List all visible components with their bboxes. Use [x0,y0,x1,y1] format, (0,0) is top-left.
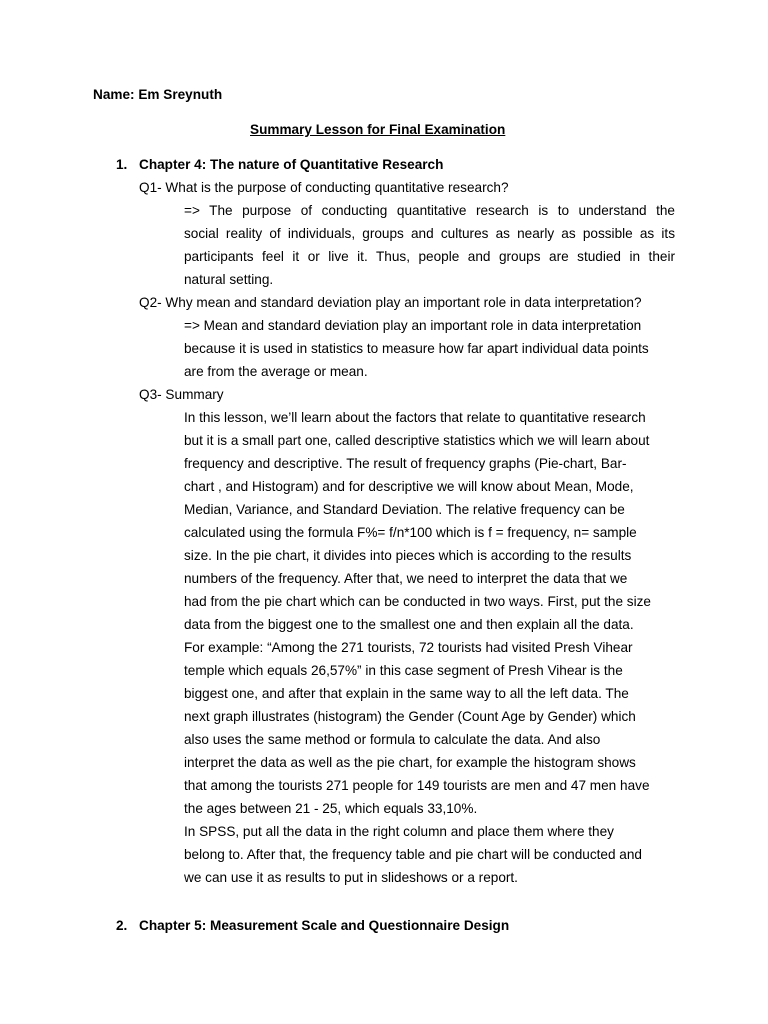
q3-summary-line: that among the tourists 271 people for 149 tourists are men and 47 men have [184,778,650,793]
q3-summary-line: data from the biggest one to the smallest one and then explain all the data. [184,617,634,632]
q1-answer-line: participants feel it or live it. Thus, people and groups are studied in their [184,249,675,264]
q3-summary-line: size. In the pie chart, it divides into pieces which is according to the results [184,548,632,563]
q3-summary-line: In this lesson, we’ll learn about the factors that relate to quantitative research [184,410,646,425]
q3-summary-line: biggest one, and after that explain in the same way to all the left data. The [184,686,629,701]
q3-summary-line: interpret the data as well as the pie chart, for example the histogram shows [184,755,636,770]
section-number-2: 2. [116,918,128,933]
q3-summary-line: but it is a small part one, called descriptive statistics which we will learn about [184,433,650,448]
section-heading-chapter-4: Chapter 4: The nature of Quantitative Research [139,157,444,172]
q3-summary-line: Median, Variance, and Standard Deviation. The relative frequency can be [184,502,625,517]
q3-summary-line: For example: “Among the 271 tourists, 72 tourists had visited Presh Vihear [184,640,633,655]
q3-summary-line: had from the pie chart which can be conducted in two ways. First, put the size [184,594,651,609]
q3-summary-line: also uses the same method or formula to calculate the data. And also [184,732,601,747]
q3-summary-line: temple which equals 26,57%” in this case segment of Presh Vihear is the [184,663,623,678]
q1-question: Q1- What is the purpose of conducting quantitative research? [139,180,509,195]
q3-summary-line: next graph illustrates (histogram) the Gender (Count Age by Gender) which [184,709,636,724]
q2-answer-line: => Mean and standard deviation play an important role in data interpretation [184,318,642,333]
q3-summary-line: the ages between 21 - 25, which equals 33,10%. [184,801,478,816]
q3-summary-line: chart , and Histogram) and for descriptive we will know about Mean, Mode, [184,479,634,494]
q1-answer-line: => The purpose of conducting quantitative research is to understand the [184,203,675,218]
section-number-1: 1. [116,157,128,172]
q3-summary-line: belong to. After that, the frequency table and pie chart will be conducted and [184,847,642,862]
q3-summary-line: we can use it as results to put in slideshows or a report. [184,870,518,885]
q3-summary-line: frequency and descriptive. The result of frequency graphs (Pie-chart, Bar- [184,456,627,471]
document-title: Summary Lesson for Final Examination [250,122,506,137]
q3-summary-line: numbers of the frequency. After that, we need to interpret the data that we [184,571,628,586]
q2-answer-line: are from the average or mean. [184,364,368,379]
student-name: Name: Em Sreynuth [93,87,223,102]
section-heading-chapter-5: Chapter 5: Measurement Scale and Questionnaire Design [139,918,510,933]
q2-question: Q2- Why mean and standard deviation play an important role in data interpretation? [139,295,642,310]
q3-question: Q3- Summary [139,387,224,402]
q2-answer-line: because it is used in statistics to measure how far apart individual data points [184,341,649,356]
q3-summary-line: calculated using the formula F%= f/n*100 which is f = frequency, n= sample [184,525,637,540]
q1-answer-line: social reality of individuals, groups and cultures as nearly as possible as its [184,226,675,241]
q3-summary-line: In SPSS, put all the data in the right column and place them where they [184,824,614,839]
q1-answer-line: natural setting. [184,272,274,287]
